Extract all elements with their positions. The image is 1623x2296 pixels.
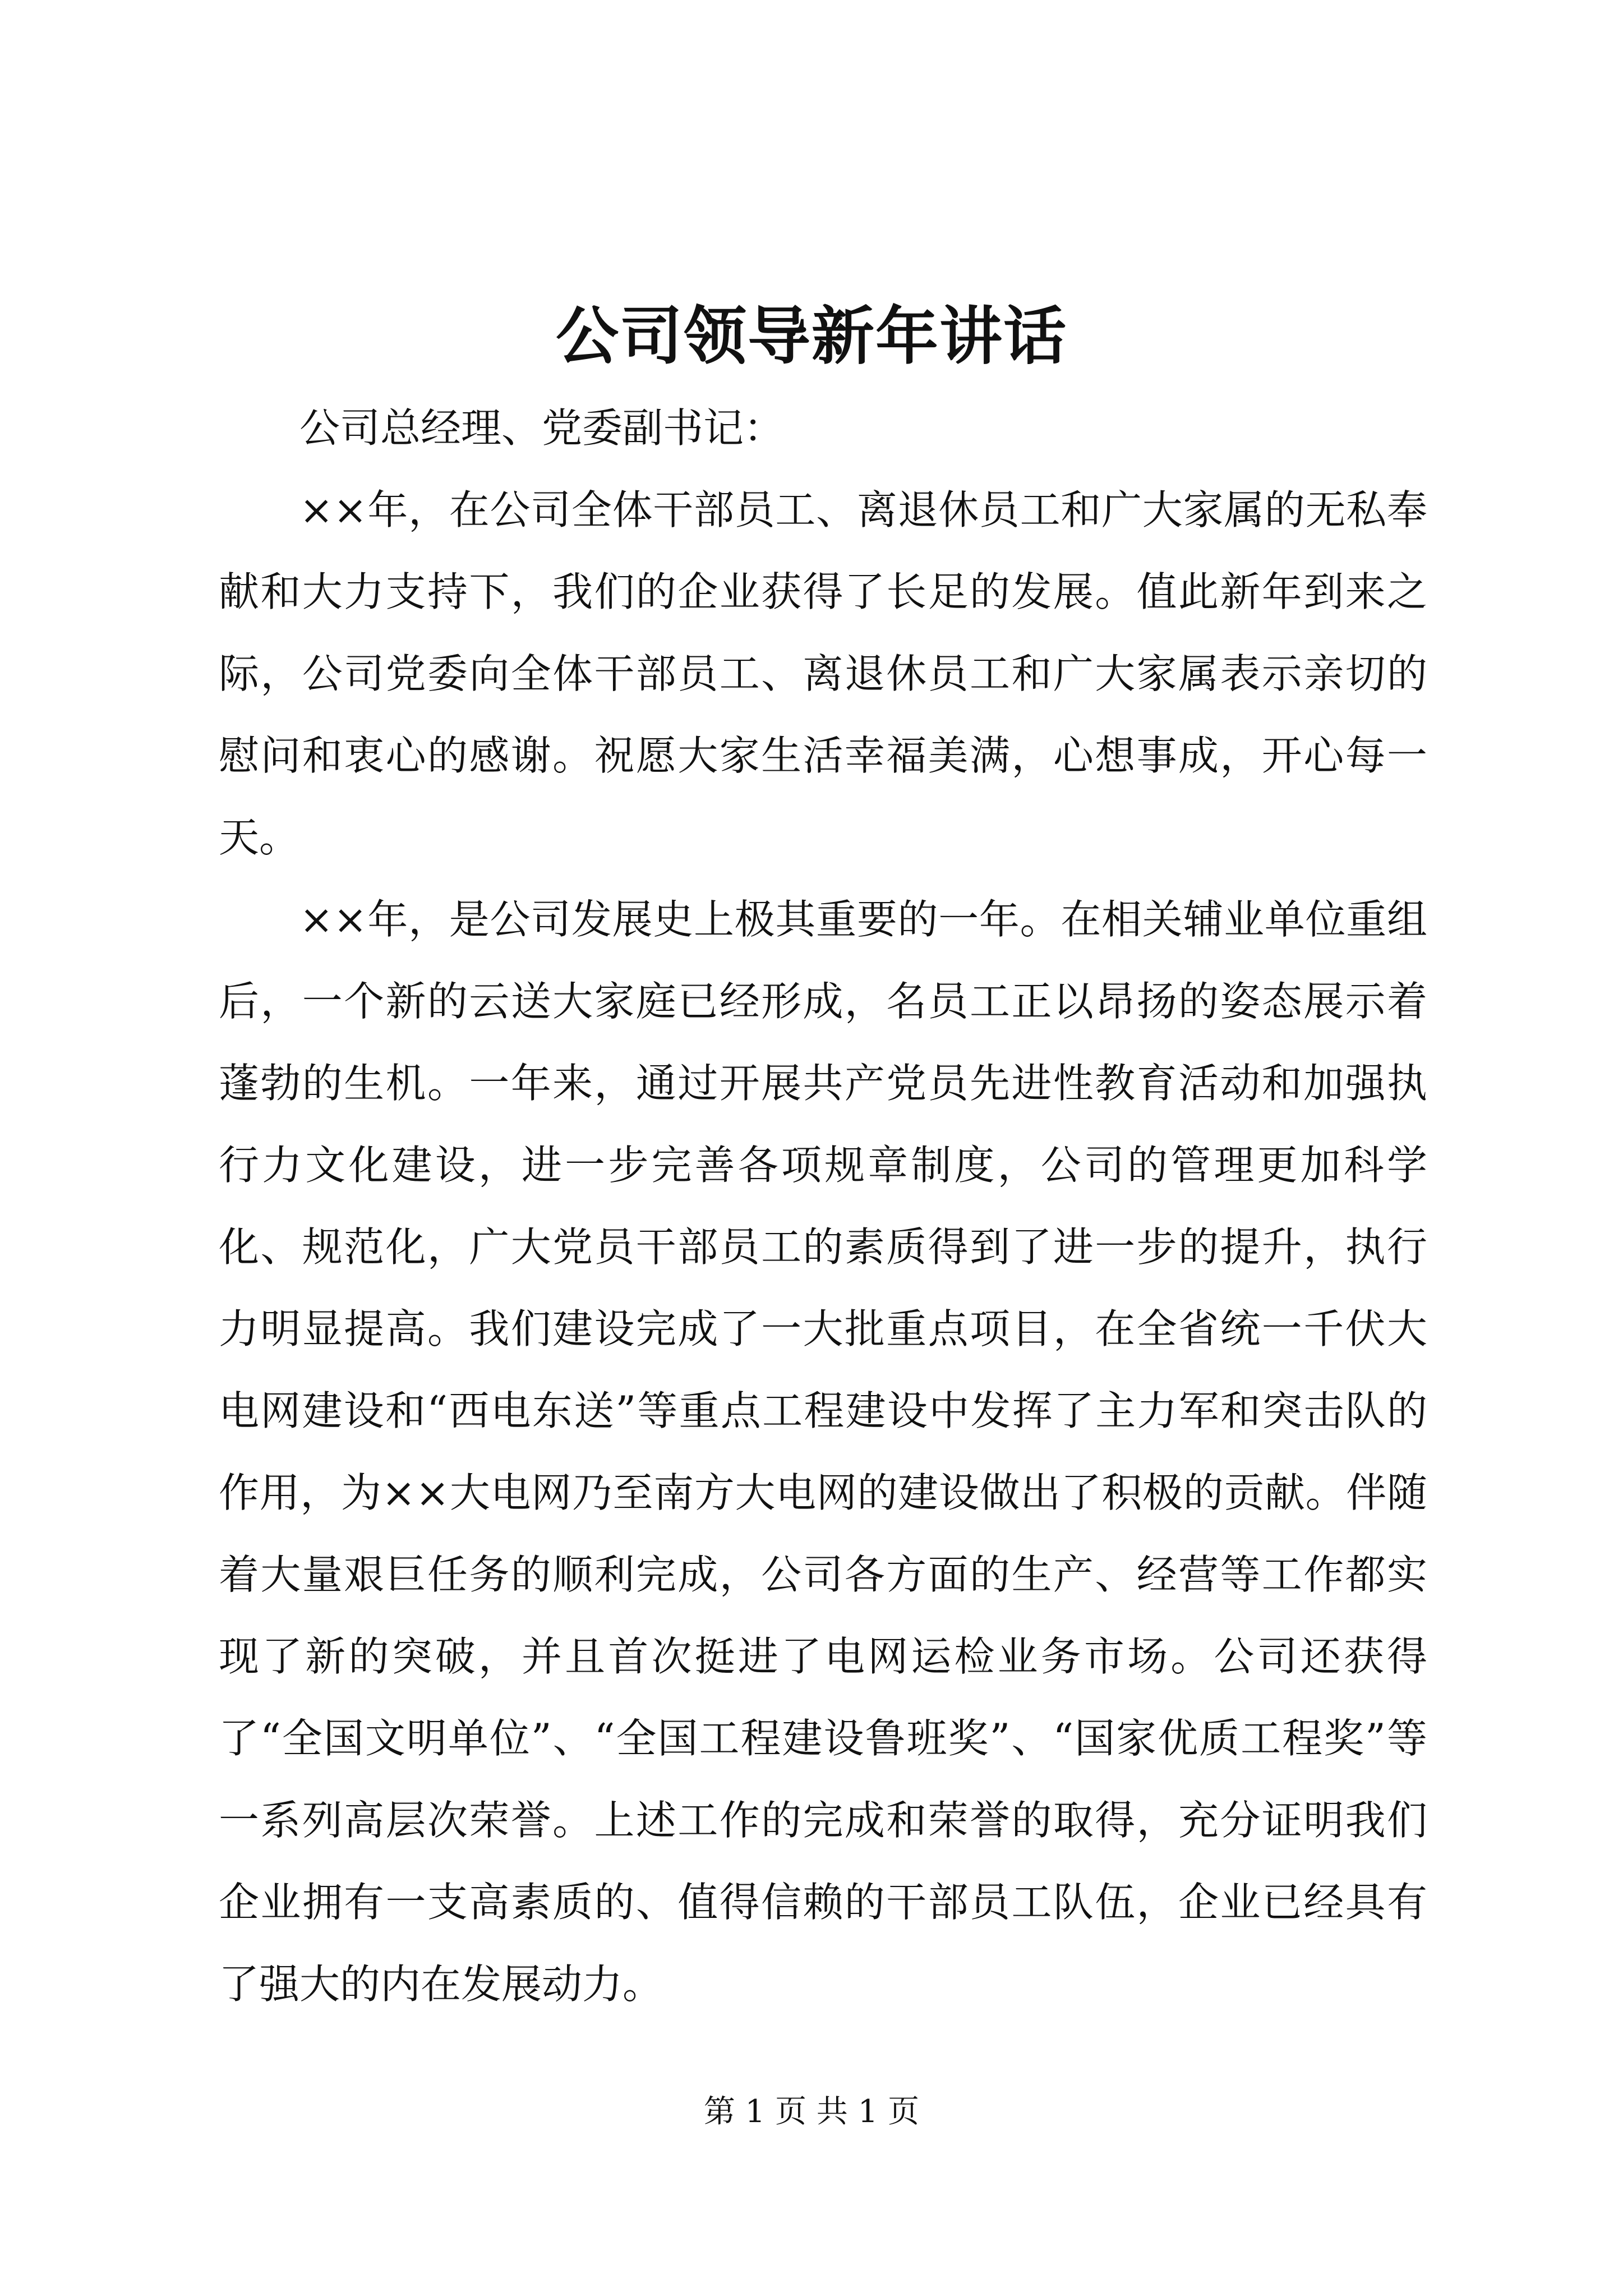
body-paragraph: ××年，在公司全体干部员工、离退休员工和广大家属的无私奉献和大力支持下，我们的企业获得了长足的发展。值此新年到来之际，公司党委向全体干部员工、离退休员工和广大家属表示亲切的慰问和衷心的感谢。祝愿大家生活幸福美满，心想事成，开心每一天。 [219, 486, 1427, 861]
document-title: 公司领导新年讲话 [556, 300, 1067, 373]
salutation-paragraph: 公司总经理、党委副书记： [299, 404, 785, 452]
body-paragraph: ××年，是公司发展史上极其重要的一年。在相关辅业单位重组后，一个新的云送大家庭已经形成，名员工正以昂扬的姿态展示着蓬勃的生机。一年来，通过开展共产党员先进性教育活动和加强执行力文化建设，进一步完善各项规章制度，公司的管理更加科学化、规范化，广大党员干部员工的素质得到了进一步的提升，执行力明显提高。我们建设完成了一大批重点项目，在全省统一千伏大电网建设和“西电东送”等重点工程建设中发挥了主力军和突击队的作用，为××大电网乃至南方大电网的建设做出了积极的贡献。伴随着大量艰巨任务的顺利完成，公司各方面的生产、经营等工作都实现了新的突破，并且首次挺进了电网运检业务市场。公司还获得了“全国文明单位”、“全国工程建设鲁班奖”、“国家优质工程奖”等一系列高层次荣誉。上述工作的完成和荣誉的取得，充分证明我们企业拥有一支高素质的、值得信赖的干部员工队伍，企业已经具有了强大的内在发展动力。 [219, 896, 1427, 2008]
document-body [219, 387, 1427, 2025]
page-footer: 第 1 页 共 1 页 [703, 2093, 920, 2130]
